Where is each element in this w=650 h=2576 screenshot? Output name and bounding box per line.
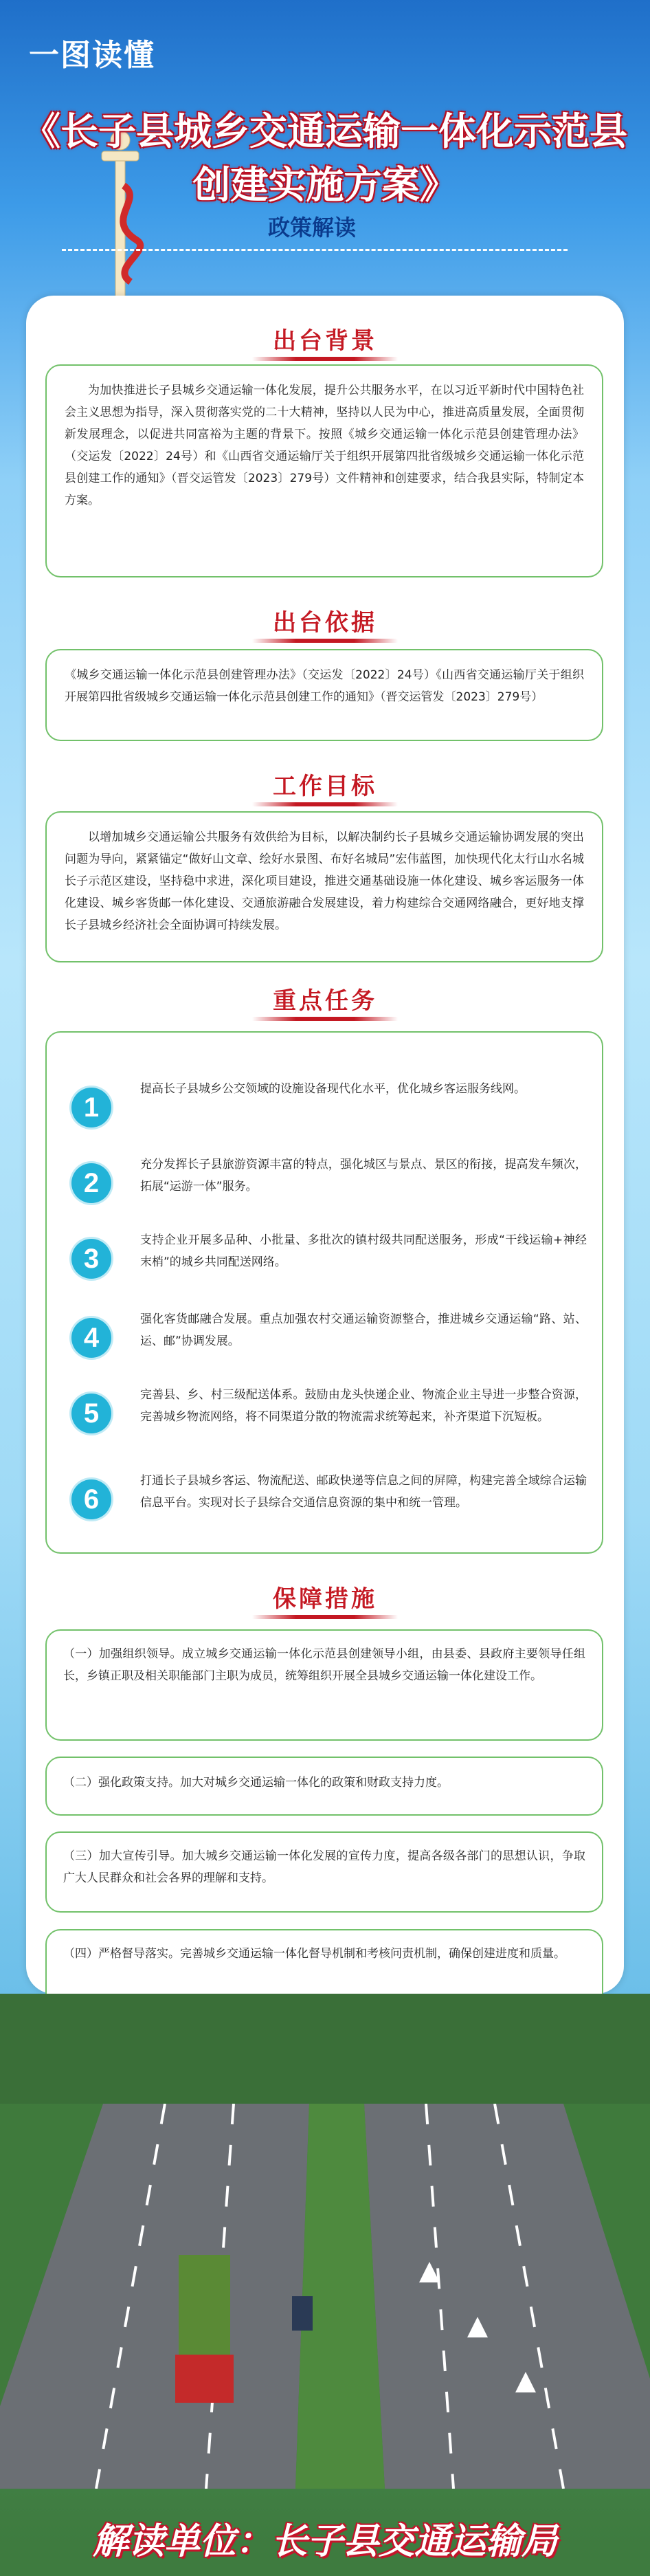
measure-text-1: （一）加强组织领导。成立城乡交通运输一体化示范县创建领导小组，由县委、县政府主要领导任组长，乡镇正职及相关职能部门主职为成员，统筹组织开展全县城乡交通运输一体化建设工作。 [63, 1647, 585, 1683]
task-item-1 [65, 1072, 587, 1148]
basis-text: 《城乡交通运输一体化示范县创建管理办法》（交运发〔2022〕24号）《山西省交通运输厅关于组织开展第四批省级城乡交通运输一体化示范县创建工作的通知》（晋交运管发〔2023〕279号） [65, 668, 584, 704]
section-goal-title-wrap [0, 762, 650, 806]
measure-text-4: （四）严格督导落实。完善城乡交通运输一体化督导机制和考核问责机制，确保创建进度和质量。 [63, 1947, 565, 1961]
measure-box-2 [45, 1757, 603, 1816]
section-tasks-title-wrap [0, 976, 650, 1021]
goal-box [45, 811, 603, 962]
task-item-4 [65, 1303, 587, 1378]
task-item-2 [65, 1148, 587, 1224]
measure-box-1 [45, 1629, 603, 1741]
section-background-title-wrap [0, 316, 650, 361]
task-text-6: 打通长子县城乡客运、物流配送、邮政快递等信息之间的屏障，构建完善全域综合运输信息平台。实现对长子县综合交通信息资源的集中和统一管理。 [140, 1474, 587, 1510]
measure-text-3: （三）加大宣传引导。加大城乡交通运输一体化发展的宣传力度，提高各级各部门的思想认识，争取广大人民群众和社会各界的理解和支持。 [63, 1849, 585, 1885]
highway-illustration [0, 1994, 650, 2489]
section-tasks-title: 重点任务 [232, 976, 418, 1021]
number-3-icon: 3 [71, 1239, 111, 1279]
subtitle: 政策解读 [268, 214, 357, 241]
number-5-icon: 5 [71, 1394, 111, 1433]
number-4-icon: 4 [71, 1318, 111, 1358]
basis-box [45, 649, 603, 741]
section-basis-title-wrap [0, 598, 650, 643]
main-title [0, 104, 650, 212]
main-title-line1: 《长子县城乡交通运输一体化示范县 [22, 109, 627, 153]
task-item-3 [65, 1224, 587, 1299]
goal-text: 以增加城乡交通运输公共服务有效供给为目标，以解决制约长子县城乡交通运输协调发展的突出问题为导向，紧紧锚定“做好山文章、绘好水景图、布好名城局”宏伟蓝图，加快现代化太行山水名城长子示范区建设，坚持稳中求进，深化项目建设，推进交通基础设施一体化建设、城乡客运服务一体化建设、城乡客货邮一体化建设、交通旅游融合发展建设，着力构建综合交通网络融合，更好地支撑长子县城乡经济社会全面协调可持续发展。 [65, 830, 584, 932]
task-text-3: 支持企业开展多品种、小批量、多批次的镇村级共同配送服务，形成“干线运输+神经末梢”的城乡共同配送网络。 [140, 1233, 587, 1269]
section-measures-title-wrap [0, 1574, 650, 1619]
task-item-6 [65, 1464, 587, 1540]
divider [62, 249, 568, 251]
task-text-4: 强化客货邮融合发展。重点加强农村交通运输资源整合，推进城乡交通运输“路、站、运、邮”协调发展。 [140, 1312, 587, 1348]
section-basis-title: 出台依据 [232, 598, 418, 643]
section-measures-title: 保障措施 [232, 1574, 418, 1619]
background-box [45, 364, 603, 577]
number-2-icon: 2 [71, 1163, 111, 1203]
task-text-2: 充分发挥长子县旅游资源丰富的特点，强化城区与景点、景区的衔接，提高发车频次，拓展“运游一体”服务。 [140, 1158, 587, 1193]
background-text: 为加快推进长子县城乡交通运输一体化发展，提升公共服务水平，在以习近平新时代中国特色社会主义思想为指导，深入贯彻落实党的二十大精神，坚持以人民为中心，推进高质量发展，全面贯彻新发展理念，以促进共同富裕为主题的背景下。按照《城乡交通运输一体化示范县创建管理办法》（交运发〔2022〕24号）和《山西省交通运输厅关于组织开展第四批省级城乡交通运输一体化示范县创建工作的通知》（晋交运管发〔2023〕279号）文件精神和创建要求，结合我县实际，特制定本方案。 [65, 384, 584, 507]
task-text-5: 完善县、乡、村三级配送体系。鼓励由龙头快递企业、物流企业主导进一步整合资源，完善城乡物流网络，将不同渠道分散的物流需求统筹起来，补齐渠道下沉短板。 [140, 1388, 587, 1424]
measure-text-2: （二）强化政策支持。加大对城乡交通运输一体化的政策和财政支持力度。 [63, 1776, 449, 1790]
measure-box-3 [45, 1831, 603, 1913]
number-1-icon: 1 [71, 1088, 111, 1127]
section-goal-title: 工作目标 [232, 762, 418, 806]
number-6-icon: 6 [71, 1479, 111, 1519]
footer-unit: 解读单位：长子县交通运输局 [92, 2521, 557, 2562]
section-background-title: 出台背景 [232, 316, 418, 361]
main-title-line2: 创建实施方案》 [192, 163, 458, 207]
header-title: 一图读懂 [29, 38, 155, 73]
task-item-5 [65, 1378, 587, 1454]
task-text-1: 提高长子县城乡公交领域的设施设备现代化水平，优化城乡客运服务线网。 [140, 1082, 526, 1096]
